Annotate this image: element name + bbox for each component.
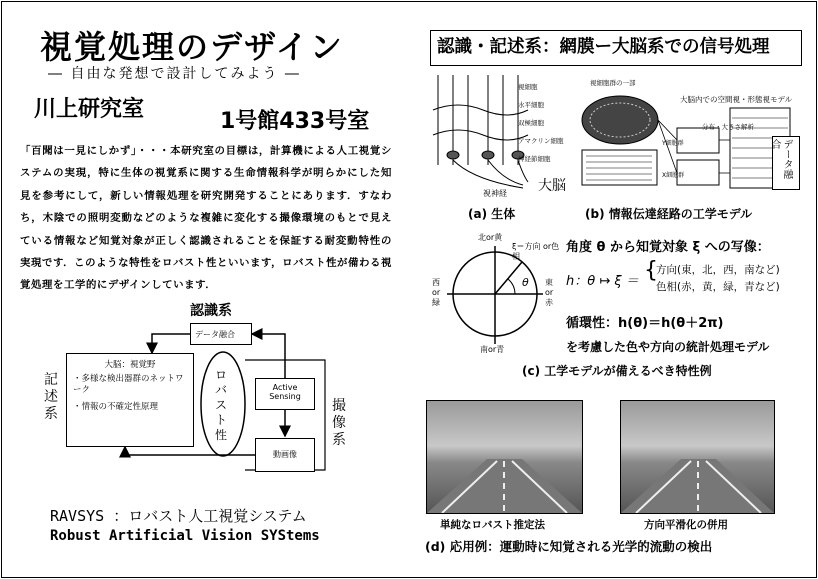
theta-label: θ (522, 276, 529, 289)
flow-photo-simple (426, 400, 583, 514)
stat-model-text: を考慮した色や方向の統計処理モデル (566, 340, 770, 354)
optic-nerve-label: 視神経 (483, 189, 507, 198)
east-label: 東 or 赤 (545, 278, 554, 307)
brain-model-label: 大脳内での空間視・形態視モデル (680, 95, 793, 104)
retina-label-4: 神経節細胞 (518, 155, 551, 163)
brain-box (66, 353, 194, 447)
intro-paragraph: 「百聞は一見にしかず」・・・本研究室の目標は，計算機による人工視覚システムの実現，特に生体の視覚系に関する生命情報科学が明らかにした知見を参考にして，新しい情報処理を研究開発することにあります．すなわち，木陰での照明変動などのような複雑に変化する撮像環境のもとで見えている情報など知覚対象が正しく認識されることを保証する耐変動特性の実現です．このような特性をロバスト性といいます，ロバスト性が備わる視覚処理を工学的にデザインしています． (20, 145, 393, 292)
x-cells-label: X細胞群 (662, 172, 685, 179)
active-sensing-box: Active Sensing (255, 378, 315, 410)
periodicity: 循環性：h(θ)＝h(θ＋2π) (566, 316, 724, 331)
cortex-label: 大脳 (538, 178, 566, 194)
photo1-caption: 単純なロバスト推定法 (440, 519, 545, 531)
north-label: 北or黄 (478, 233, 503, 242)
lab-name: 川上研究室 (34, 97, 145, 122)
description-label: 記述系 (44, 372, 58, 422)
page-title: 視覚処理のデザイン (40, 28, 344, 66)
brain-bullet-1: ・多様な検出器群のネットワーク (73, 374, 184, 395)
retina-label-1: 水平細胞 (518, 101, 544, 109)
retina-label-3: アマクリン細胞 (518, 137, 564, 145)
page-subtitle: ― 自由な発想で設計してみよう ― (48, 66, 301, 82)
xi-label: ξ＝方向 or色相 (512, 242, 560, 261)
fig-d-caption: (d) 応用例：運動時に知覚される光学的流動の検出 (425, 539, 713, 554)
road-sketch-1 (427, 401, 582, 513)
fig-a-caption: (a) 生体 (468, 207, 516, 221)
data-fusion-box: データ融合 (190, 323, 252, 345)
cell-group-label: 視細胞群の一部 (590, 79, 636, 87)
fig-c-caption: (c) 工学モデルが備えるべき特性例 (522, 364, 712, 378)
south-label: 南or青 (480, 345, 505, 354)
brain-title: 大脳：視覚野 (104, 360, 156, 370)
recognition-label: 認識系 (190, 303, 232, 319)
imaging-label: 撮像系 (332, 398, 346, 448)
brain-bullet-2: ・情報の不確定性原理 (73, 402, 159, 412)
mapping-title: 角度 θ から知覚対象 ξ への写像： (566, 240, 770, 255)
image-box: 動画像 (255, 438, 315, 472)
ravsys-label: RAVSYS ：ロバスト人工視覚システム (50, 507, 307, 525)
ravsys-expansion: Robust Artificial Vision SYStems (50, 528, 320, 544)
mapping-lhs: h：θ ↦ ξ ＝ (566, 274, 639, 289)
room-number: 1号館433号室 (220, 109, 370, 134)
fig-a-retina (428, 70, 568, 200)
y-cells-label: Y細胞群 (662, 140, 684, 147)
mapping-cases (656, 262, 780, 296)
robust-label: ロバスト性 (215, 368, 228, 442)
retina-label-2: 双極細胞 (518, 119, 544, 127)
mapping-direction: 方向(東，北，西，南など) (656, 264, 780, 276)
fig-b-model (572, 78, 804, 198)
road-sketch-2 (621, 401, 774, 513)
mapping-brace: { (644, 258, 658, 283)
fig-b-caption: (b) 情報伝達経路の工学モデル (585, 207, 753, 221)
mapping-hue: 色相(赤，黄，緑，青など) (656, 281, 780, 293)
west-label: 西 or 緑 (432, 278, 441, 307)
fig-c-circle (430, 232, 560, 357)
retina-label-0: 視細胞 (518, 83, 538, 91)
flow-photo-smoothed (620, 400, 775, 514)
analysis-label: 分布・大きさ解析 (702, 123, 754, 131)
photo2-caption: 方向平滑化の併用 (644, 519, 728, 531)
right-heading: 認識・記述系：網膜ー大脳系での信号処理 (430, 30, 802, 66)
fusion-box: データ融合 (772, 136, 800, 190)
system-diagram (40, 300, 370, 490)
